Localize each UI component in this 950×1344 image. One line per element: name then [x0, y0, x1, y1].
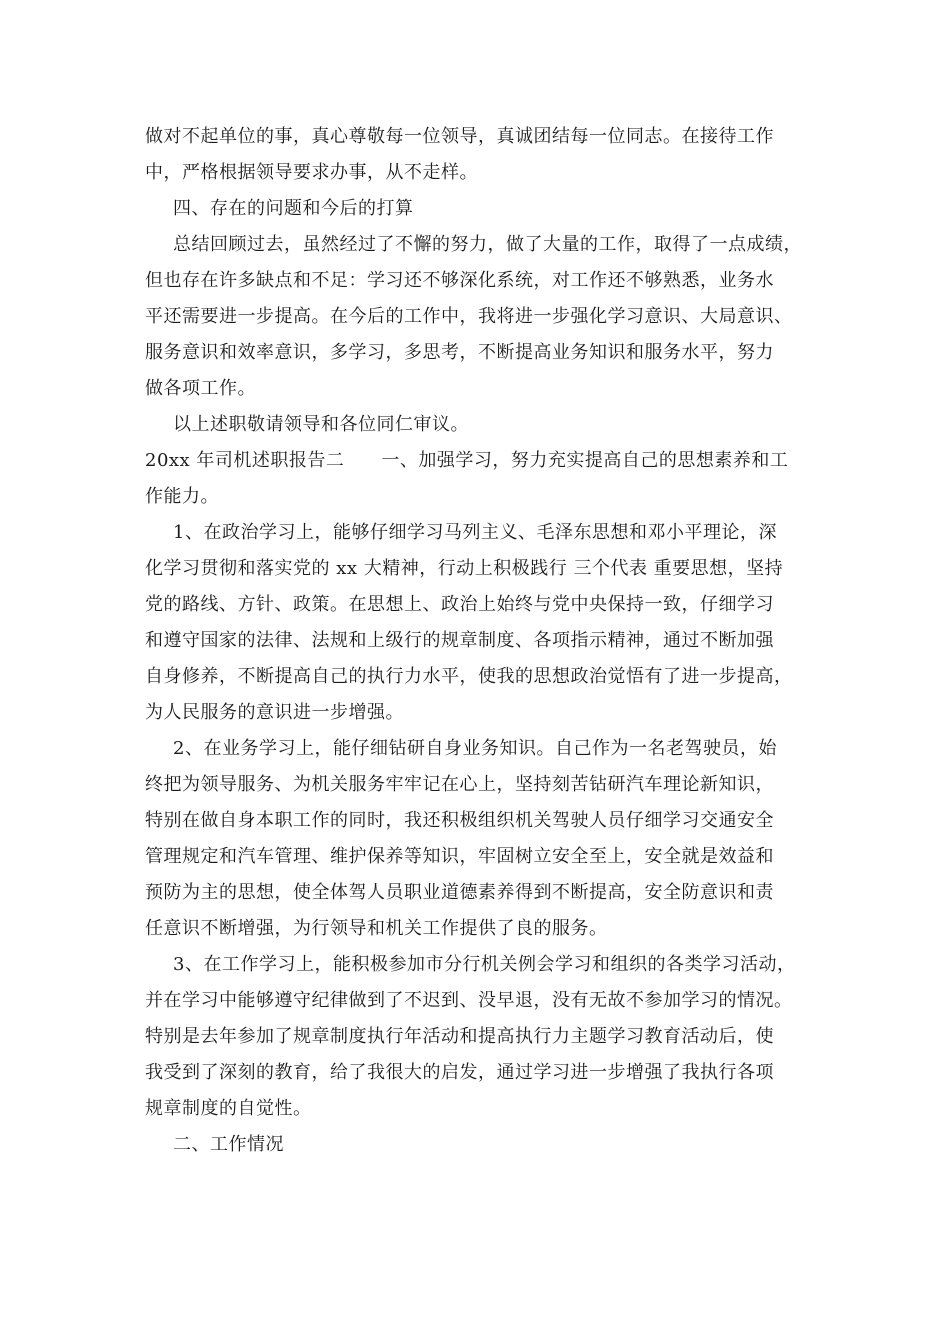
text-line: 党的路线、方针、政策。在思想上、政治上始终与党中央保持一致，仔细学习	[145, 594, 774, 615]
section-heading: 二、工作情况	[173, 1134, 284, 1155]
text-line: 特别在做自身本职工作的同时，我还积极组织机关驾驶人员仔细学习交通安全	[145, 810, 774, 831]
text-line: 终把为领导服务、为机关服务牢牢记在心上，坚持刻苦钻研汽车理论新知识，	[145, 774, 774, 795]
text-line: 中，严格根据领导要求办事，从不走样。	[145, 162, 478, 183]
text-line: 管理规定和汽车管理、维护保养等知识，牢固树立安全至上，安全就是效益和	[145, 846, 774, 867]
text-line: 作能力。	[145, 486, 219, 507]
text-line: 自身修养，不断提高自己的执行力水平，使我的思想政治觉悟有了进一步提高，	[145, 666, 793, 687]
text-line: 2、在业务学习上，能仔细钻研自身业务知识。自己作为一名老驾驶员，始	[173, 738, 777, 759]
text-line: 为人民服务的意识进一步增强。	[145, 702, 404, 723]
text-line: 平还需要进一步提高。在今后的工作中，我将进一步强化学习意识、大局意识、	[145, 306, 793, 327]
report-title-line: 20xx 年司机述职报告二 一、加强学习，努力充实提高自己的思想素养和工	[145, 450, 789, 471]
text-line: 任意识不断增强，为行领导和机关工作提供了良的服务。	[145, 918, 608, 939]
text-line: 并在学习中能够遵守纪律做到了不迟到、没早退，没有无故不参加学习的情况。	[145, 990, 793, 1011]
text-line: 特别是去年参加了规章制度执行年活动和提高执行力主题学习教育活动后，使	[145, 1026, 774, 1047]
text-line: 规章制度的自觉性。	[145, 1098, 312, 1119]
text-line: 以上述职敬请领导和各位同仁审议。	[173, 414, 469, 435]
section-heading: 四、存在的问题和今后的打算	[173, 198, 414, 219]
text-line: 总结回顾过去，虽然经过了不懈的努力，做了大量的工作，取得了一点成绩，	[173, 234, 802, 255]
text-line: 但也存在许多缺点和不足：学习还不够深化系统，对工作还不够熟悉，业务水	[145, 270, 774, 291]
text-line: 1、在政治学习上，能够仔细学习马列主义、毛泽东思想和邓小平理论，深	[173, 522, 777, 543]
text-line: 预防为主的思想，使全体驾人员职业道德素养得到不断提高，安全防意识和责	[145, 882, 774, 903]
text-line: 3、在工作学习上，能积极参加市分行机关例会学习和组织的各类学习活动，	[173, 954, 796, 975]
text-line: 我受到了深刻的教育，给了我很大的启发，通过学习进一步增强了我执行各项	[145, 1062, 774, 1083]
text-line: 做对不起单位的事，真心尊敬每一位领导，真诚团结每一位同志。在接待工作	[145, 126, 774, 147]
text-line: 做各项工作。	[145, 378, 256, 399]
text-line: 化学习贯彻和落实党的 xx 大精神，行动上积极践行 三个代表 重要思想，坚持	[145, 558, 784, 579]
text-line: 和遵守国家的法律、法规和上级行的规章制度、各项指示精神，通过不断加强	[145, 630, 774, 651]
text-line: 服务意识和效率意识，多学习，多思考，不断提高业务知识和服务水平，努力	[145, 342, 774, 363]
